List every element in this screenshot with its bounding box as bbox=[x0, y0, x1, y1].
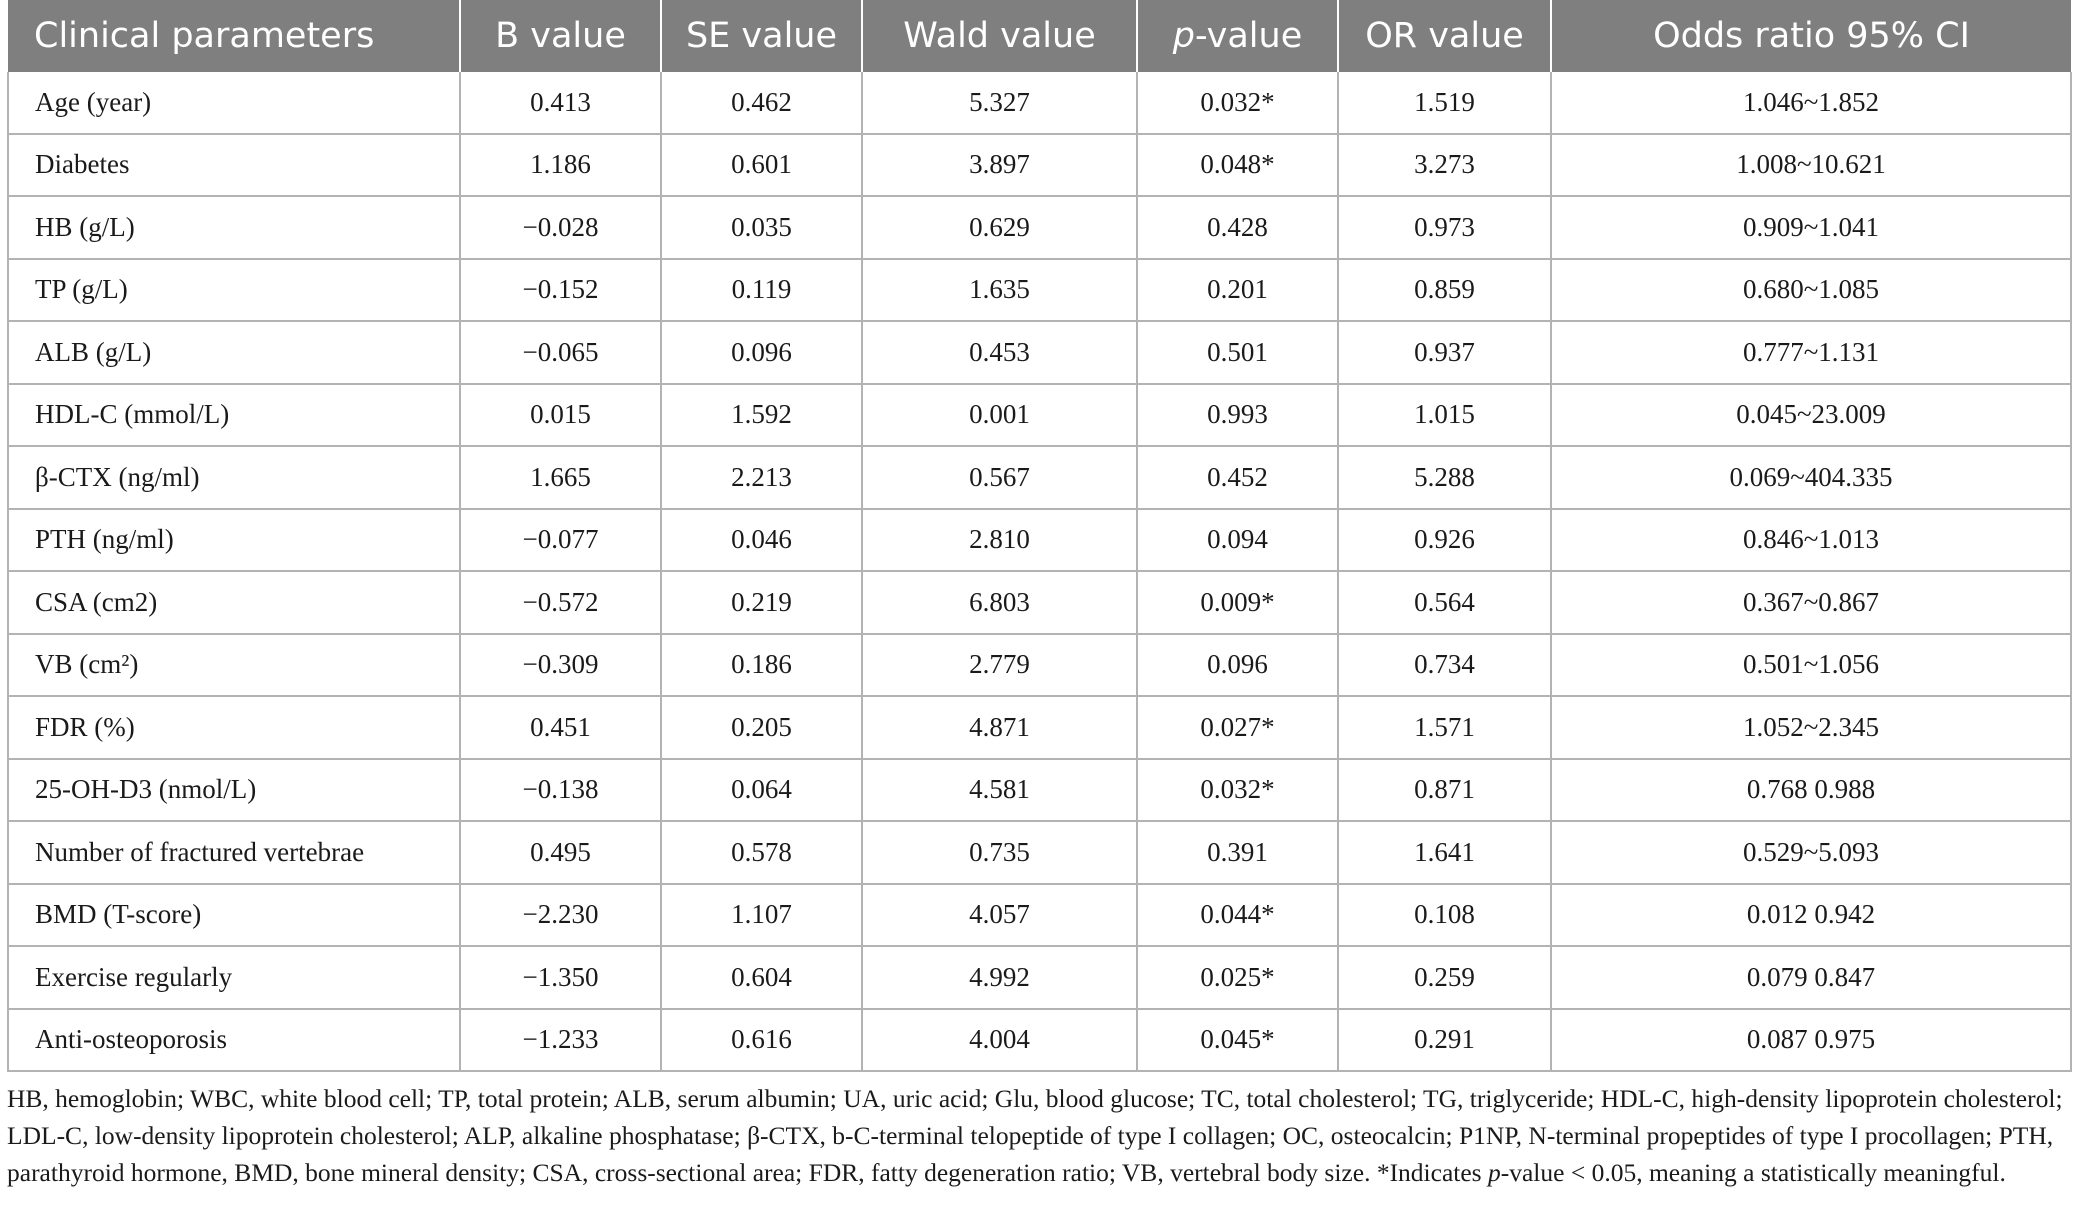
cell-parameter: VB (cm²) bbox=[8, 634, 460, 697]
cell-parameter: ALB (g/L) bbox=[8, 321, 460, 384]
table-row bbox=[8, 571, 2071, 634]
header-odds-ratio-ci: Odds ratio 95% CI bbox=[1551, 0, 2071, 72]
cell-p-value: 0.045* bbox=[1137, 1009, 1338, 1072]
cell-or-value: 1.519 bbox=[1338, 72, 1551, 134]
cell-b-value: −2.230 bbox=[460, 884, 661, 947]
cell-p-value: 0.501 bbox=[1137, 321, 1338, 384]
cell-b-value: −0.077 bbox=[460, 509, 661, 572]
cell-odds-ratio-ci: 1.052~2.345 bbox=[1551, 696, 2071, 759]
cell-b-value: −0.572 bbox=[460, 571, 661, 634]
cell-odds-ratio-ci: 0.087 0.975 bbox=[1551, 1009, 2071, 1072]
cell-b-value: −0.138 bbox=[460, 759, 661, 822]
cell-wald-value: 2.810 bbox=[862, 509, 1137, 572]
cell-or-value: 0.564 bbox=[1338, 571, 1551, 634]
cell-b-value: −1.350 bbox=[460, 946, 661, 1009]
cell-p-value: 0.025* bbox=[1137, 946, 1338, 1009]
header-b-value: B value bbox=[460, 0, 661, 72]
cell-odds-ratio-ci: 0.367~0.867 bbox=[1551, 571, 2071, 634]
cell-wald-value: 4.004 bbox=[862, 1009, 1137, 1072]
cell-odds-ratio-ci: 0.501~1.056 bbox=[1551, 634, 2071, 697]
cell-odds-ratio-ci: 1.046~1.852 bbox=[1551, 72, 2071, 134]
cell-se-value: 0.205 bbox=[661, 696, 862, 759]
cell-p-value: 0.201 bbox=[1137, 259, 1338, 322]
cell-wald-value: 4.581 bbox=[862, 759, 1137, 822]
cell-se-value: 0.046 bbox=[661, 509, 862, 572]
table-row bbox=[8, 696, 2071, 759]
cell-se-value: 0.601 bbox=[661, 134, 862, 197]
table-footnote bbox=[7, 1080, 2073, 1191]
cell-or-value: 0.291 bbox=[1338, 1009, 1551, 1072]
cell-parameter: PTH (ng/ml) bbox=[8, 509, 460, 572]
cell-odds-ratio-ci: 0.846~1.013 bbox=[1551, 509, 2071, 572]
table-row bbox=[8, 759, 2071, 822]
cell-b-value: 1.186 bbox=[460, 134, 661, 197]
table-row bbox=[8, 259, 2071, 322]
table-row bbox=[8, 884, 2071, 947]
cell-parameter: TP (g/L) bbox=[8, 259, 460, 322]
cell-wald-value: 3.897 bbox=[862, 134, 1137, 197]
cell-se-value: 0.186 bbox=[661, 634, 862, 697]
cell-or-value: 0.259 bbox=[1338, 946, 1551, 1009]
cell-odds-ratio-ci: 0.680~1.085 bbox=[1551, 259, 2071, 322]
cell-odds-ratio-ci: 0.777~1.131 bbox=[1551, 321, 2071, 384]
cell-b-value: −1.233 bbox=[460, 1009, 661, 1072]
cell-b-value: 0.495 bbox=[460, 821, 661, 884]
table-row bbox=[8, 134, 2071, 197]
cell-b-value: 0.413 bbox=[460, 72, 661, 134]
header-se-value: SE value bbox=[661, 0, 862, 72]
cell-b-value: −0.309 bbox=[460, 634, 661, 697]
table-row bbox=[8, 1009, 2071, 1072]
cell-parameter: Age (year) bbox=[8, 72, 460, 134]
table-row bbox=[8, 509, 2071, 572]
table-body bbox=[8, 72, 2071, 1071]
cell-parameter: HB (g/L) bbox=[8, 196, 460, 259]
cell-odds-ratio-ci: 0.768 0.988 bbox=[1551, 759, 2071, 822]
cell-parameter: BMD (T-score) bbox=[8, 884, 460, 947]
cell-parameter: HDL-C (mmol/L) bbox=[8, 384, 460, 447]
cell-b-value: 0.451 bbox=[460, 696, 661, 759]
table-row bbox=[8, 446, 2071, 509]
cell-se-value: 0.096 bbox=[661, 321, 862, 384]
cell-p-value: 0.044* bbox=[1137, 884, 1338, 947]
cell-se-value: 2.213 bbox=[661, 446, 862, 509]
cell-or-value: 0.859 bbox=[1338, 259, 1551, 322]
cell-or-value: 1.015 bbox=[1338, 384, 1551, 447]
cell-parameter: FDR (%) bbox=[8, 696, 460, 759]
table-row bbox=[8, 384, 2071, 447]
cell-odds-ratio-ci: 1.008~10.621 bbox=[1551, 134, 2071, 197]
cell-or-value: 0.973 bbox=[1338, 196, 1551, 259]
header-p-suffix: -value bbox=[1194, 16, 1303, 56]
cell-odds-ratio-ci: 0.079 0.847 bbox=[1551, 946, 2071, 1009]
header-or-value: OR value bbox=[1338, 0, 1551, 72]
cell-b-value: 0.015 bbox=[460, 384, 661, 447]
cell-se-value: 0.604 bbox=[661, 946, 862, 1009]
cell-parameter: CSA (cm2) bbox=[8, 571, 460, 634]
header-wald-value: Wald value bbox=[862, 0, 1137, 72]
cell-or-value: 3.273 bbox=[1338, 134, 1551, 197]
cell-se-value: 0.578 bbox=[661, 821, 862, 884]
cell-odds-ratio-ci: 0.045~23.009 bbox=[1551, 384, 2071, 447]
cell-wald-value: 0.629 bbox=[862, 196, 1137, 259]
cell-b-value: 1.665 bbox=[460, 446, 661, 509]
cell-odds-ratio-ci: 0.909~1.041 bbox=[1551, 196, 2071, 259]
table-row bbox=[8, 634, 2071, 697]
cell-wald-value: 1.635 bbox=[862, 259, 1137, 322]
cell-se-value: 0.616 bbox=[661, 1009, 862, 1072]
cell-se-value: 1.107 bbox=[661, 884, 862, 947]
cell-or-value: 0.871 bbox=[1338, 759, 1551, 822]
cell-se-value: 0.462 bbox=[661, 72, 862, 134]
header-row bbox=[8, 0, 2071, 72]
cell-parameter: Number of fractured vertebrae bbox=[8, 821, 460, 884]
cell-or-value: 1.571 bbox=[1338, 696, 1551, 759]
cell-or-value: 0.926 bbox=[1338, 509, 1551, 572]
cell-wald-value: 4.057 bbox=[862, 884, 1137, 947]
header-p-value bbox=[1137, 0, 1338, 72]
header-clinical-parameters: Clinical parameters bbox=[8, 0, 460, 72]
cell-p-value: 0.094 bbox=[1137, 509, 1338, 572]
cell-wald-value: 4.871 bbox=[862, 696, 1137, 759]
cell-wald-value: 0.001 bbox=[862, 384, 1137, 447]
cell-wald-value: 2.779 bbox=[862, 634, 1137, 697]
cell-b-value: −0.028 bbox=[460, 196, 661, 259]
table-row bbox=[8, 321, 2071, 384]
cell-wald-value: 0.567 bbox=[862, 446, 1137, 509]
cell-odds-ratio-ci: 0.529~5.093 bbox=[1551, 821, 2071, 884]
cell-p-value: 0.096 bbox=[1137, 634, 1338, 697]
footnote-text-1: HB, hemoglobin; WBC, white blood cell; TP, total protein; ALB, serum albumin; UA, uric acid; Glu, blood glucose; TC, total cholesterol; TG, triglyceride; HDL-C, high-density lipoprotein cholesterol; LDL-C, low-density lipoprotein cholesterol; ALP, alkaline phosphatase; β-CTX, b-C-terminal telopeptide of type I collagen; OC, osteocalcin; P1NP, N-terminal propeptides of type I procollagen; PTH, parathyroid hormone, BMD, bone mineral density; CSA, cross-sectional area; FDR, fatty degeneration ratio; VB, vertebral body size. *Indicates bbox=[7, 1084, 2063, 1187]
cell-parameter: β-CTX (ng/ml) bbox=[8, 446, 460, 509]
cell-se-value: 1.592 bbox=[661, 384, 862, 447]
cell-parameter: Diabetes bbox=[8, 134, 460, 197]
cell-parameter: Anti-osteoporosis bbox=[8, 1009, 460, 1072]
cell-p-value: 0.048* bbox=[1137, 134, 1338, 197]
cell-p-value: 0.032* bbox=[1137, 759, 1338, 822]
cell-wald-value: 0.453 bbox=[862, 321, 1137, 384]
logistic-regression-table bbox=[7, 0, 2072, 1072]
cell-se-value: 0.219 bbox=[661, 571, 862, 634]
cell-p-value: 0.428 bbox=[1137, 196, 1338, 259]
cell-wald-value: 4.992 bbox=[862, 946, 1137, 1009]
cell-se-value: 0.064 bbox=[661, 759, 862, 822]
cell-or-value: 0.108 bbox=[1338, 884, 1551, 947]
cell-or-value: 5.288 bbox=[1338, 446, 1551, 509]
cell-b-value: −0.152 bbox=[460, 259, 661, 322]
cell-p-value: 0.452 bbox=[1137, 446, 1338, 509]
table-row bbox=[8, 72, 2071, 134]
cell-or-value: 0.937 bbox=[1338, 321, 1551, 384]
cell-se-value: 0.035 bbox=[661, 196, 862, 259]
table-row bbox=[8, 196, 2071, 259]
cell-or-value: 0.734 bbox=[1338, 634, 1551, 697]
cell-odds-ratio-ci: 0.012 0.942 bbox=[1551, 884, 2071, 947]
cell-p-value: 0.993 bbox=[1137, 384, 1338, 447]
cell-b-value: −0.065 bbox=[460, 321, 661, 384]
cell-parameter: 25-OH-D3 (nmol/L) bbox=[8, 759, 460, 822]
cell-p-value: 0.032* bbox=[1137, 72, 1338, 134]
table-row bbox=[8, 821, 2071, 884]
cell-p-value: 0.027* bbox=[1137, 696, 1338, 759]
cell-p-value: 0.391 bbox=[1137, 821, 1338, 884]
table-row bbox=[8, 946, 2071, 1009]
footnote-p-letter: p bbox=[1487, 1158, 1501, 1187]
header-p-letter: p bbox=[1172, 16, 1195, 56]
cell-odds-ratio-ci: 0.069~404.335 bbox=[1551, 446, 2071, 509]
cell-parameter: Exercise regularly bbox=[8, 946, 460, 1009]
cell-wald-value: 5.327 bbox=[862, 72, 1137, 134]
cell-se-value: 0.119 bbox=[661, 259, 862, 322]
cell-or-value: 1.641 bbox=[1338, 821, 1551, 884]
cell-wald-value: 6.803 bbox=[862, 571, 1137, 634]
cell-p-value: 0.009* bbox=[1137, 571, 1338, 634]
cell-wald-value: 0.735 bbox=[862, 821, 1137, 884]
footnote-text-2: -value < 0.05, meaning a statistically meaningful. bbox=[1500, 1158, 2006, 1187]
